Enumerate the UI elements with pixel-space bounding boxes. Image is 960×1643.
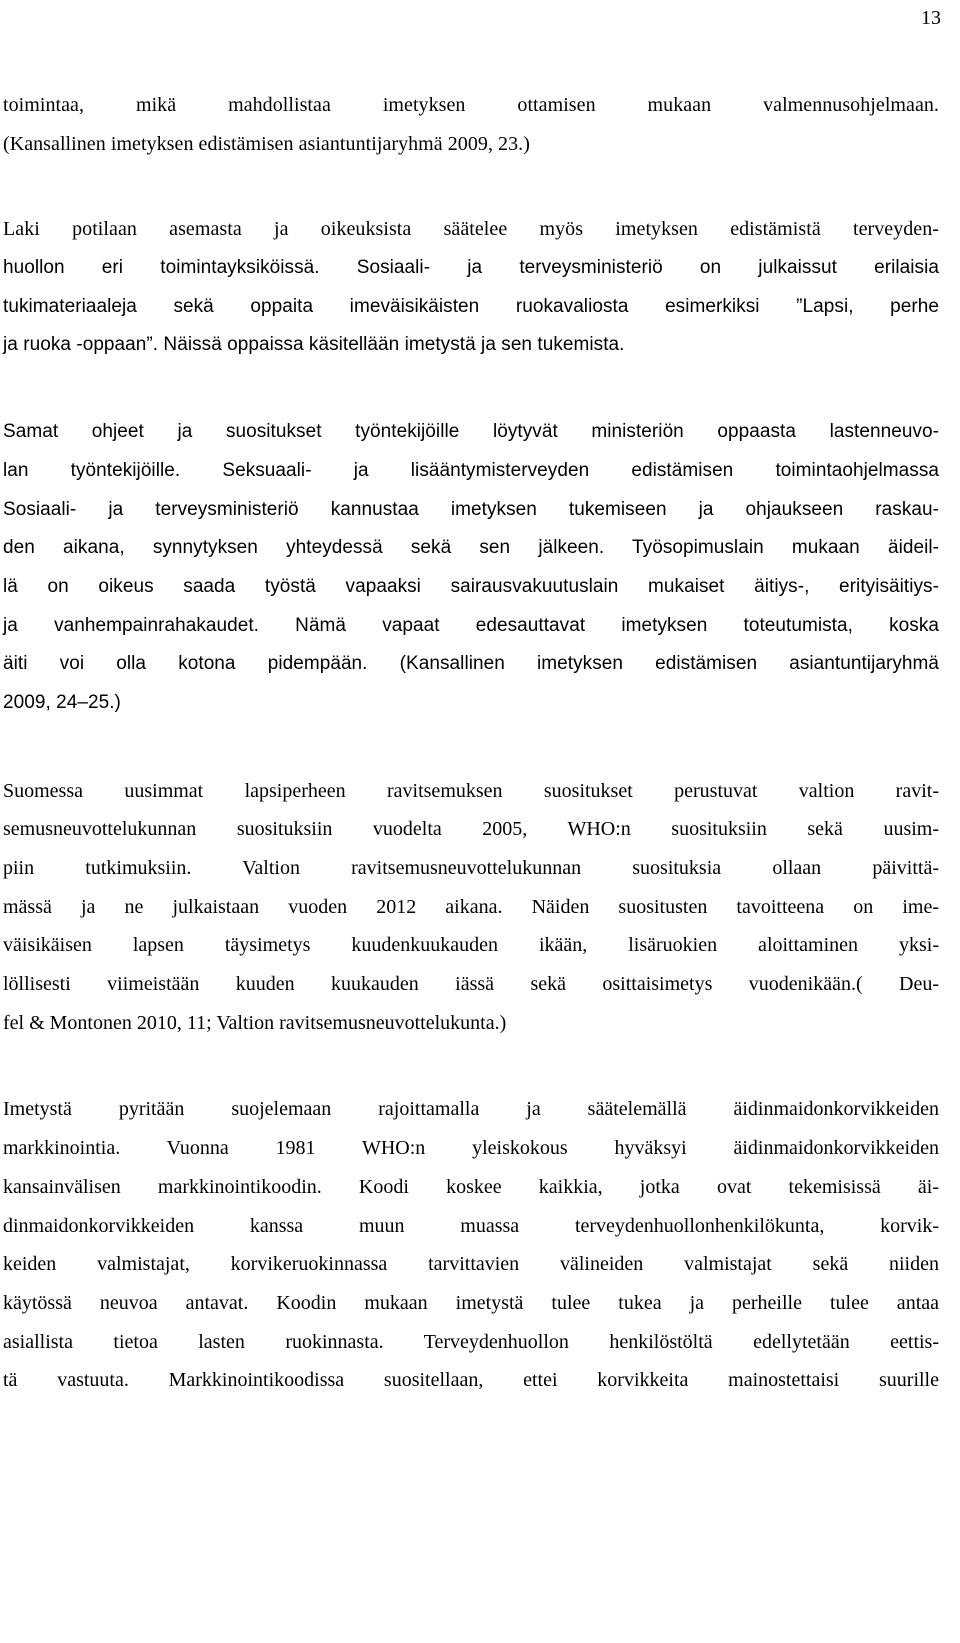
text-line: dinmaidonkorvikkeiden kanssa muun muassa terveydenhuollonhenkilökunta, korvik- <box>3 1214 939 1237</box>
text-line: 2009, 24–25.) <box>3 691 121 713</box>
text-line: asiallista tietoa lasten ruokinnasta. Terveydenhuollon henkilöstöltä edellytetään eettis- <box>3 1330 939 1353</box>
text-line: löllisesti viimeistään kuuden kuukauden iässä sekä osittaisimetys vuodenikään.( Deu- <box>3 973 939 996</box>
text-line: ja vanhempainrahakaudet. Nämä vapaat edesauttavat imetyksen toteutumista, koska <box>3 614 939 636</box>
text-line: lä on oikeus saada työstä vapaaksi sairausvakuutuslain mukaiset äitiys-, erityisäitiys- <box>3 575 939 597</box>
paragraph-4 <box>3 772 939 1043</box>
text-line: markkinointia. Vuonna 1981 WHO:n yleiskokous hyväksyi äidinmaidonkorvikkeiden <box>3 1137 939 1160</box>
text-line: äiti voi olla kotona pidempään. (Kansallinen imetyksen edistämisen asiantuntijaryhmä <box>3 653 939 675</box>
text-line: toimintaa, mikä mahdollistaa imetyksen ottamisen mukaan valmennusohjelmaan. <box>3 94 939 116</box>
paragraph-1 <box>3 86 939 163</box>
text-line: väisikäisen lapsen täysimetys kuudenkuukauden ikään, lisäruokien aloittaminen yksi- <box>3 934 939 957</box>
text-line: semusneuvottelukunnan suosituksiin vuodelta 2005, WHO:n suosituksiin sekä uusim- <box>3 818 939 841</box>
text-line: mässä ja ne julkaistaan vuoden 2012 aikana. Näiden suositusten tavoitteena on ime- <box>3 895 939 918</box>
text-line: Imetystä pyritään suojelemaan rajoittamalla ja säätelemällä äidinmaidonkorvikkeiden <box>3 1098 939 1121</box>
text-line: käytössä neuvoa antavat. Koodin mukaan imetystä tulee tukea ja perheille tulee antaa <box>3 1291 939 1314</box>
text-line: ja ruoka -oppaan”. Näissä oppaissa käsitellään imetystä ja sen tukemista. <box>3 334 625 356</box>
text-line: Laki potilaan asemasta ja oikeuksista säätelee myös imetyksen edistämistä terveyden- <box>3 218 939 241</box>
paragraph-3 <box>3 413 939 723</box>
text-line: Suomessa uusimmat lapsiperheen ravitsemuksen suositukset perustuvat valtion ravit- <box>3 779 939 802</box>
text-line: kansainvälisen markkinointikoodin. Koodi koskee kaikkia, jotka ovat tekemisissä äi- <box>3 1175 939 1198</box>
text-line: (Kansallinen imetyksen edistämisen asiantuntijaryhmä 2009, 23.) <box>3 132 530 155</box>
text-line: Sosiaali- ja terveysministeriö kannustaa imetyksen tukemiseen ja ohjaukseen raskau- <box>3 498 939 520</box>
text-line: tä vastuuta. Markkinointikoodissa suositellaan, ettei korvikkeita mainostettaisi suurille <box>3 1369 939 1392</box>
page-number: 13 <box>921 7 941 29</box>
text-line: huollon eri toimintayksiköissä. Sosiaali- ja terveysministeriö on julkaissut erilaisia <box>3 257 939 279</box>
text-line: tukimateriaaleja sekä oppaita imeväisikäisten ruokavaliosta esimerkiksi ”Lapsi, perhe <box>3 295 939 317</box>
paragraph-5 <box>3 1090 939 1400</box>
text-line: den aikana, synnytyksen yhteydessä sekä sen jälkeen. Työsopimuslain mukaan äideil- <box>3 537 939 559</box>
paragraph-2 <box>3 210 939 365</box>
document-body <box>3 86 939 1400</box>
text-line: Samat ohjeet ja suositukset työntekijöille löytyvät ministeriön oppaasta lastenneuvo- <box>3 421 939 443</box>
text-line: lan työntekijöille. Seksuaali- ja lisääntymisterveyden edistämisen toimintaohjelmassa <box>3 459 939 481</box>
text-line: keiden valmistajat, korvikeruokinnassa tarvittavien välineiden valmistajat sekä niiden <box>3 1253 939 1276</box>
text-line: fel & Montonen 2010, 11; Valtion ravitsemusneuvottelukunta.) <box>3 1011 507 1034</box>
text-line: piin tutkimuksiin. Valtion ravitsemusneuvottelukunnan suosituksia ollaan päivittä- <box>3 857 939 879</box>
